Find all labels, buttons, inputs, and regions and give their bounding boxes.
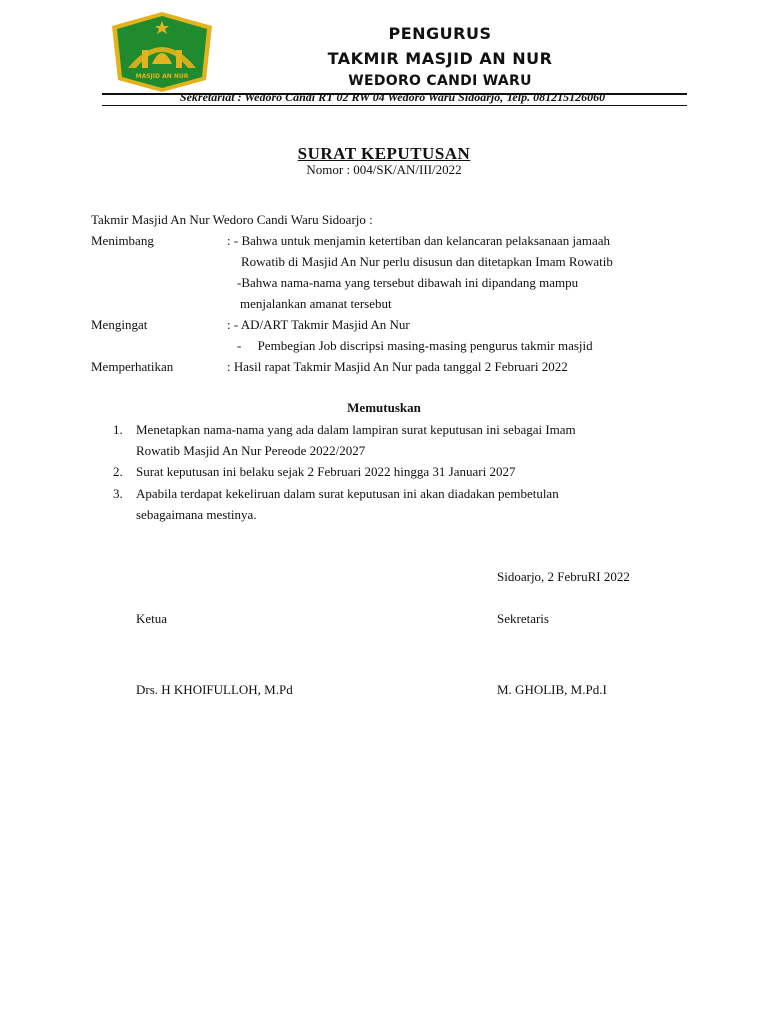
mengingat-line: : - AD/ART Takmir Masjid An Nur xyxy=(227,317,410,332)
decision-item-text: Apabila terdapat kekeliruan dalam surat keputusan ini akan diadakan pembetulan xyxy=(136,486,559,501)
memperhatikan-label: Memperhatikan xyxy=(91,359,174,374)
memperhatikan-text: : Hasil rapat Takmir Masjid An Nur pada tanggal 2 Februari 2022 xyxy=(227,359,568,374)
decision-item-number: 3. xyxy=(113,486,123,501)
decision-item-text: sebagaimana mestinya. xyxy=(136,507,257,522)
logo-text: MASJID AN NUR xyxy=(135,73,189,80)
document-title: SURAT KEPUTUSAN xyxy=(297,144,471,163)
decision-item-text: Surat keputusan ini belaku sejak 2 Februari 2022 hingga 31 Januari 2027 xyxy=(136,464,516,479)
menimbang-line: -Bahwa nama-nama yang tersebut dibawah ini dipandang mampu xyxy=(237,275,579,290)
mengingat-label: Mengingat xyxy=(91,317,148,332)
letterhead-divider-bottom xyxy=(102,105,687,106)
menimbang-label: Menimbang xyxy=(91,233,154,248)
menimbang-line: Rowatib di Masjid An Nur perlu disusun dan ditetapkan Imam Rowatib xyxy=(241,254,613,269)
decision-item-number: 2. xyxy=(113,464,123,479)
org-heading: PENGURUS xyxy=(388,24,492,43)
menimbang-line: : - Bahwa untuk menjamin ketertiban dan kelancaran pelaksanaan jamaah xyxy=(227,233,610,248)
org-location: WEDORO CANDI WARU xyxy=(348,73,532,89)
menimbang-line: menjalankan amanat tersebut xyxy=(240,296,392,311)
decision-item-text: Rowatib Masjid An Nur Pereode 2022/2027 xyxy=(136,443,366,458)
document-number: Nomor : 004/SK/AN/III/2022 xyxy=(306,162,462,177)
decision-item-text: Menetapkan nama-nama yang ada dalam lampiran surat keputusan ini sebagai Imam xyxy=(136,422,576,437)
decision-item-number: 1. xyxy=(113,422,123,437)
chairman-role: Ketua xyxy=(136,611,168,626)
mosque-logo-icon xyxy=(106,8,218,94)
secretary-role: Sekretaris xyxy=(497,611,549,626)
secretariat-address: Sekretariat : Wedoro Candi RT 02 RW 04 Wedoro Waru Sidoarjo, Telp. 081215126060 xyxy=(179,90,606,104)
secretary-name: M. GHOLIB, M.Pd.I xyxy=(497,682,607,697)
place-date: Sidoarjo, 2 FebruRI 2022 xyxy=(497,569,630,584)
chairman-name: Drs. H KHOIFULLOH, M.Pd xyxy=(136,682,293,697)
mengingat-line: - Pembegian Job discripsi masing-masing pengurus takmir masjid xyxy=(237,338,593,353)
opening-line: Takmir Masjid An Nur Wedoro Candi Waru Sidoarjo : xyxy=(91,212,373,227)
org-name: TAKMIR MASJID AN NUR xyxy=(327,49,553,68)
decision-heading: Memutuskan xyxy=(347,400,421,415)
